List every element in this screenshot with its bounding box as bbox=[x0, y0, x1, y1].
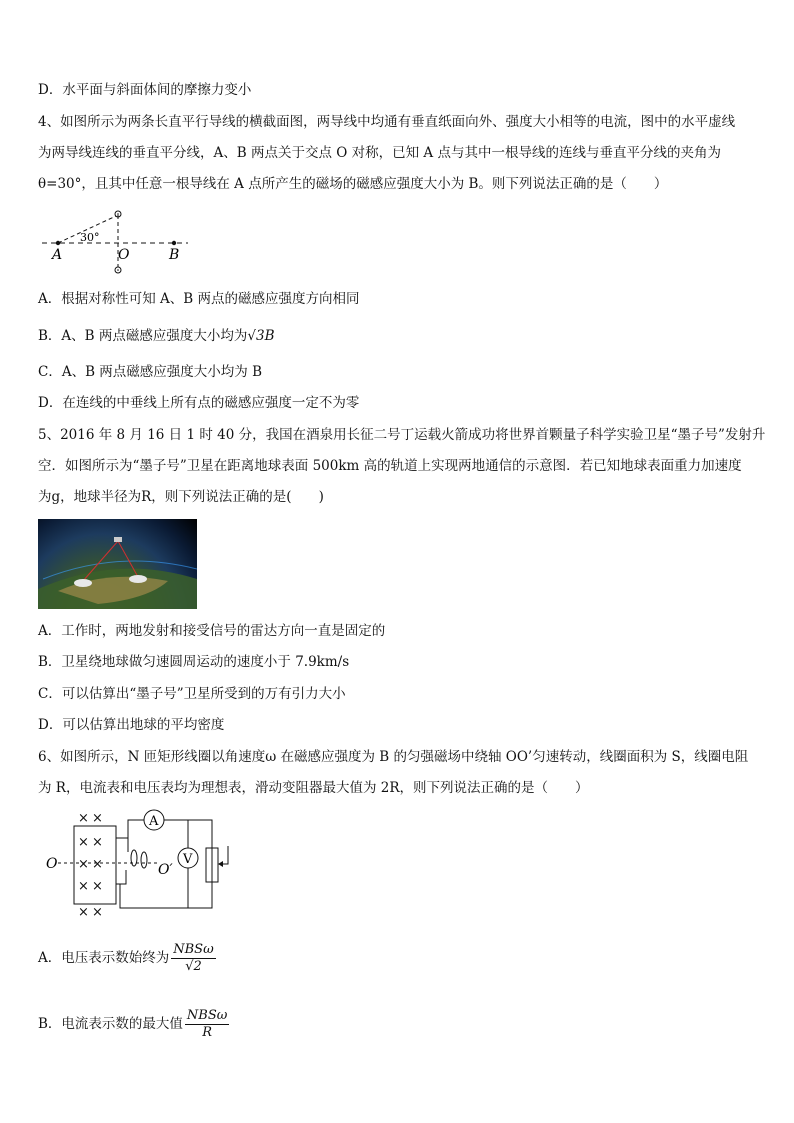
svg-text:×: × bbox=[92, 879, 103, 894]
label-b: B bbox=[169, 247, 180, 263]
q4-option-c: C．A、B 两点磁感应强度大小均为 B bbox=[38, 364, 263, 380]
slip-ring-icon bbox=[131, 850, 137, 866]
q6-option-a-fraction: $\frac{\text{NBSω}}{√2}$ bbox=[173, 942, 214, 974]
q5-option-b: B．卫星绕地球做匀速圆周运动的速度小于 7.9km/s bbox=[38, 654, 350, 670]
point-a bbox=[56, 241, 60, 245]
q6-option-a-text: A．电压表示数始终为 bbox=[38, 950, 170, 966]
q4-option-a: A．根据对称性可知 A、B 两点的磁感应强度方向相同 bbox=[38, 291, 360, 307]
q6-option-b-text: B．电流表示数的最大值 bbox=[38, 1016, 183, 1032]
slip-ring-icon bbox=[141, 852, 147, 868]
q5-option-c: C．可以估算出“墨子号”卫星所受到的万有引力大小 bbox=[38, 686, 346, 702]
ground-station-icon bbox=[74, 579, 92, 587]
svg-text:×: × bbox=[92, 857, 103, 872]
satellite-icon bbox=[114, 537, 122, 542]
svg-text:×: × bbox=[78, 857, 89, 872]
q4-option-b-math: √3B bbox=[247, 328, 275, 344]
q5-stem-line2: 空．如图所示为“墨子号”卫星在距离地球表面 500km 高的轨道上实现两地通信的示意图．若已知地球表面重力加速度 bbox=[38, 458, 742, 474]
voltmeter-label: V bbox=[183, 852, 193, 867]
angle-label: 30° bbox=[80, 231, 100, 244]
q4-option-d: D．在连线的中垂线上所有点的磁感应强度一定不为零 bbox=[38, 395, 360, 411]
svg-text:×: × bbox=[92, 811, 103, 826]
q4-wire-figure bbox=[38, 205, 198, 277]
q4-stem-line1: 4、如图所示为两条长直平行导线的横截面图，两导线中均通有垂直纸面向外、强度大小相等的电流，图中的水平虚线 bbox=[38, 114, 736, 130]
q5-option-d: D．可以估算出地球的平均密度 bbox=[38, 717, 225, 733]
satellite-earth-image bbox=[38, 519, 197, 609]
q4-stem-line2: 为两导线连线的垂直平分线，A、B 两点关于交点 O 对称，已知 A 点与其中一根导线的连线与垂直平分线的夹角为 bbox=[38, 145, 721, 161]
q3-option-d: D．水平面与斜面体间的摩擦力变小 bbox=[38, 82, 252, 98]
q4-stem-line3: θ=30°，且其中任意一根导线在 A 点所产生的磁场的磁感应强度大小为 B。则下列说法正确的是（ ） bbox=[38, 176, 668, 192]
ground-station-icon bbox=[129, 575, 147, 583]
svg-text:×: × bbox=[78, 811, 89, 826]
label-o-prime: O′ bbox=[158, 862, 173, 878]
ammeter-label: A bbox=[149, 814, 159, 829]
label-a: A bbox=[52, 247, 63, 263]
svg-text:×: × bbox=[78, 905, 89, 920]
svg-text:×: × bbox=[78, 879, 89, 894]
svg-text:×: × bbox=[92, 905, 103, 920]
q4-option-b-text: B．A、B 两点磁感应强度大小均为 bbox=[38, 328, 248, 344]
svg-text:×: × bbox=[92, 835, 103, 850]
q6-option-b-fraction: $\frac{\text{NBSω}}{R}$ bbox=[186, 1008, 228, 1040]
svg-text:×: × bbox=[78, 835, 89, 850]
q6-option-a bbox=[38, 940, 216, 976]
q5-option-a: A．工作时，两地发射和接受信号的雷达方向一直是固定的 bbox=[38, 623, 386, 639]
q6-stem-line2: 为 R，电流表和电压表均为理想表，滑动变阻器最大值为 2R，则下列说法正确的是（ ） bbox=[38, 780, 589, 796]
q6-circuit-figure bbox=[38, 808, 248, 923]
point-b bbox=[172, 241, 176, 245]
q6-option-b bbox=[38, 1006, 229, 1042]
q5-stem-line3: 为g，地球半径为R，则下列说法正确的是( ) bbox=[38, 489, 324, 505]
q6-stem-line1: 6、如图所示，N 匝矩形线圈以角速度ω 在磁感应强度为 B 的匀强磁场中绕轴 OO’匀速转动，线圈面积为 S，线圈电阻 bbox=[38, 749, 749, 765]
q5-stem-line1: 5、2016 年 8 月 16 日 1 时 40 分，我国在酒泉用长征二号丁运载火箭成功将世界首颗量子科学实验卫星“墨子号”发射升 bbox=[38, 427, 766, 443]
label-o: O bbox=[46, 856, 58, 872]
q4-option-b bbox=[38, 326, 275, 346]
label-o: O bbox=[118, 247, 130, 263]
